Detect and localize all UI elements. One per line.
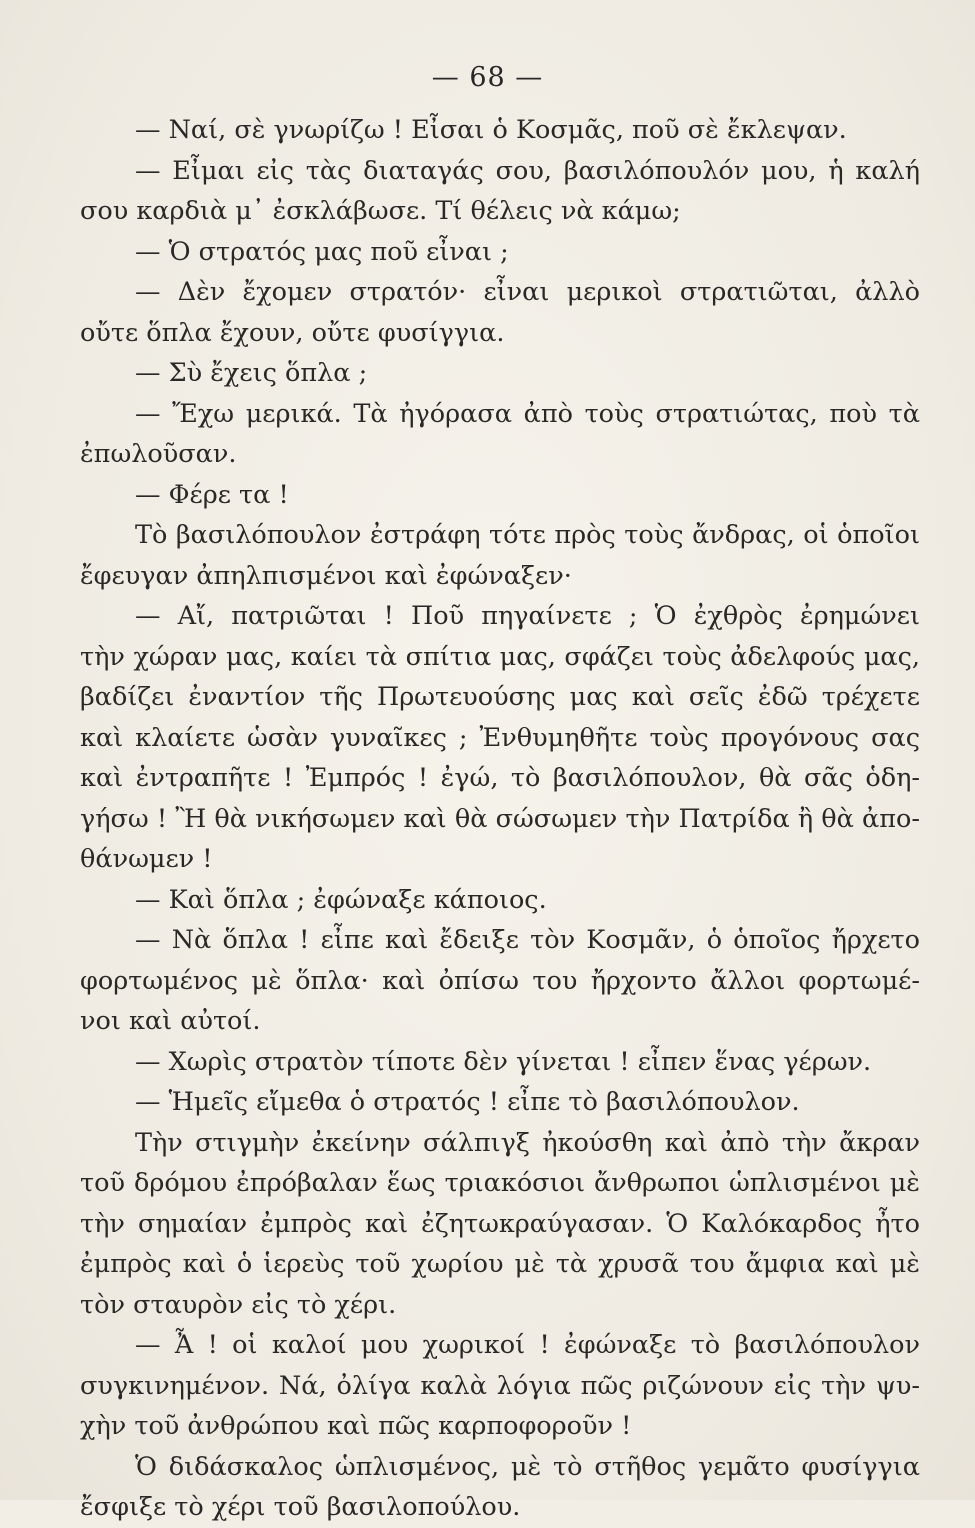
text-line: θάνωμεν ! <box>80 844 213 874</box>
text-line: Τὴν στιγμὴν ἐκείνην σάλπιγξ ἠκούσθη καὶ ἀπὸ τὴν ἄκραν <box>135 1127 920 1158</box>
text-line: καὶ ἐντραπῆτε ! Ἐμπρός ! ἐγώ, τὸ βασιλόπουλον, θὰ σᾶς ὁδη- <box>80 763 920 793</box>
text-line: — Ὁ στρατός μας ποῦ εἶναι ; <box>135 236 509 267</box>
text-line: Τὸ βασιλόπουλον ἐστράφη τότε πρὸς τοὺς ἄνδρας, οἱ ὁποῖοι <box>135 520 920 550</box>
text-line: — Αἴ, πατριῶται ! Ποῦ πηγαίνετε ; Ὁ ἐχθρὸς ἐρημώνει <box>135 601 920 631</box>
text-line: — Καὶ ὅπλα ; ἐφώναξε κάποιος. <box>135 884 547 915</box>
text-line: τοῦ δρόμου ἐπρόβαλαν ἕως τριακόσιοι ἄνθρωποι ὡπλισμένοι μὲ <box>80 1168 920 1198</box>
text-line: βαδίζει ἐναντίον τῆς Πρωτευούσης μας καὶ σεῖς ἐδῶ τρέχετε <box>80 682 920 712</box>
text-line: ἔφευγαν ἀπηλπισμένοι καὶ ἐφώναξεν· <box>80 560 572 591</box>
text-line: καὶ κλαίετε ὡσὰν γυναῖκες ; Ἐνθυμηθῆτε τοὺς προγόνους σας <box>80 722 920 753</box>
text-line: χὴν τοῦ ἀνθρώπου καὶ πῶς καρποφοροῦν ! <box>80 1411 632 1441</box>
text-line: τὸν σταυρὸν εἰς τὸ χέρι. <box>80 1289 397 1320</box>
text-line: — Ἆ ! οἱ καλοί μου χωρικοί ! ἐφώναξε τὸ βασιλόπουλον <box>135 1330 920 1360</box>
text-line: — Νὰ ὅπλα ! εἶπε καὶ ἔδειξε τὸν Κοσμᾶν, ὁ ὁποῖος ἤρχετο <box>135 925 920 955</box>
body-text <box>80 110 920 1528</box>
text-line: — Ἡμεῖς εἴμεθα ὁ στρατός ! εἶπε τὸ βασιλόπουλον. <box>135 1087 800 1117</box>
text-line: ἐμπρὸς καὶ ὁ ἱερεὺς τοῦ χωρίου μὲ τὰ χρυσᾶ του ἄμφια καὶ μὲ <box>80 1249 920 1279</box>
text-line: ἔσφιξε τὸ χέρι τοῦ βασιλοπούλου. <box>80 1492 521 1522</box>
text-line: — Φέρε τα ! <box>135 479 289 510</box>
text-line: — Σὺ ἔχεις ὅπλα ; <box>135 358 368 388</box>
text-line: — Ἔχω μερικά. Τὰ ἠγόρασα ἀπὸ τοὺς στρατιώτας, ποὺ τὰ <box>135 398 920 429</box>
page-number: — 68 — <box>431 62 544 93</box>
text-line: ἐπωλοῦσαν. <box>80 439 237 469</box>
text-line: φορτωμένος μὲ ὅπλα· καὶ ὀπίσω του ἤρχοντο ἄλλοι φορτωμέ- <box>80 965 920 996</box>
text-line: σου καρδιὰ μ᾽ ἐσκλάβωσε. Τί θέλεις νὰ κάμω; <box>80 196 681 226</box>
text-line: νοι καὶ αὐτοί. <box>80 1006 261 1036</box>
text-line: γήσω ! Ἢ θὰ νικήσωμεν καὶ θὰ σώσωμεν τὴν Πατρίδα ἢ θὰ ἀπο- <box>80 803 920 834</box>
text-line: Ὁ διδάσκαλος ὡπλισμένος, μὲ τὸ στῆθος γεμᾶτο φυσίγγια <box>135 1451 920 1482</box>
text-line: οὔτε ὅπλα ἔχουν, οὔτε φυσίγγια. <box>80 317 505 348</box>
text-line: — Χωρὶς στρατὸν τίποτε δὲν γίνεται ! εἶπεν ἕνας γέρων. <box>135 1046 872 1077</box>
text-line: τὴν σημαίαν ἐμπρὸς καὶ ἐζητωκραύγασαν. Ὁ Καλόκαρδος ἦτο <box>80 1208 920 1239</box>
text-line: συγκινημένον. Νά, ὀλίγα καλὰ λόγια πῶς ριζώνουν εἰς τὴν ψυ- <box>80 1370 920 1401</box>
text-line: τὴν χώραν μας, καίει τὰ σπίτια μας, σφάζει τοὺς ἀδελφούς μας, <box>80 641 920 672</box>
text-line: — Εἶμαι εἰς τὰς διαταγάς σου, βασιλόπουλόν μου, ἡ καλή <box>135 155 920 186</box>
text-line: — Δὲν ἔχομεν στρατόν· εἶναι μερικοὶ στρατιῶται, ἀλλὸ <box>135 277 920 307</box>
text-line: — Ναί, σὲ γνωρίζω ! Εἶσαι ὁ Κοσμᾶς, ποῦ σὲ ἔκλεψαν. <box>135 115 847 145</box>
